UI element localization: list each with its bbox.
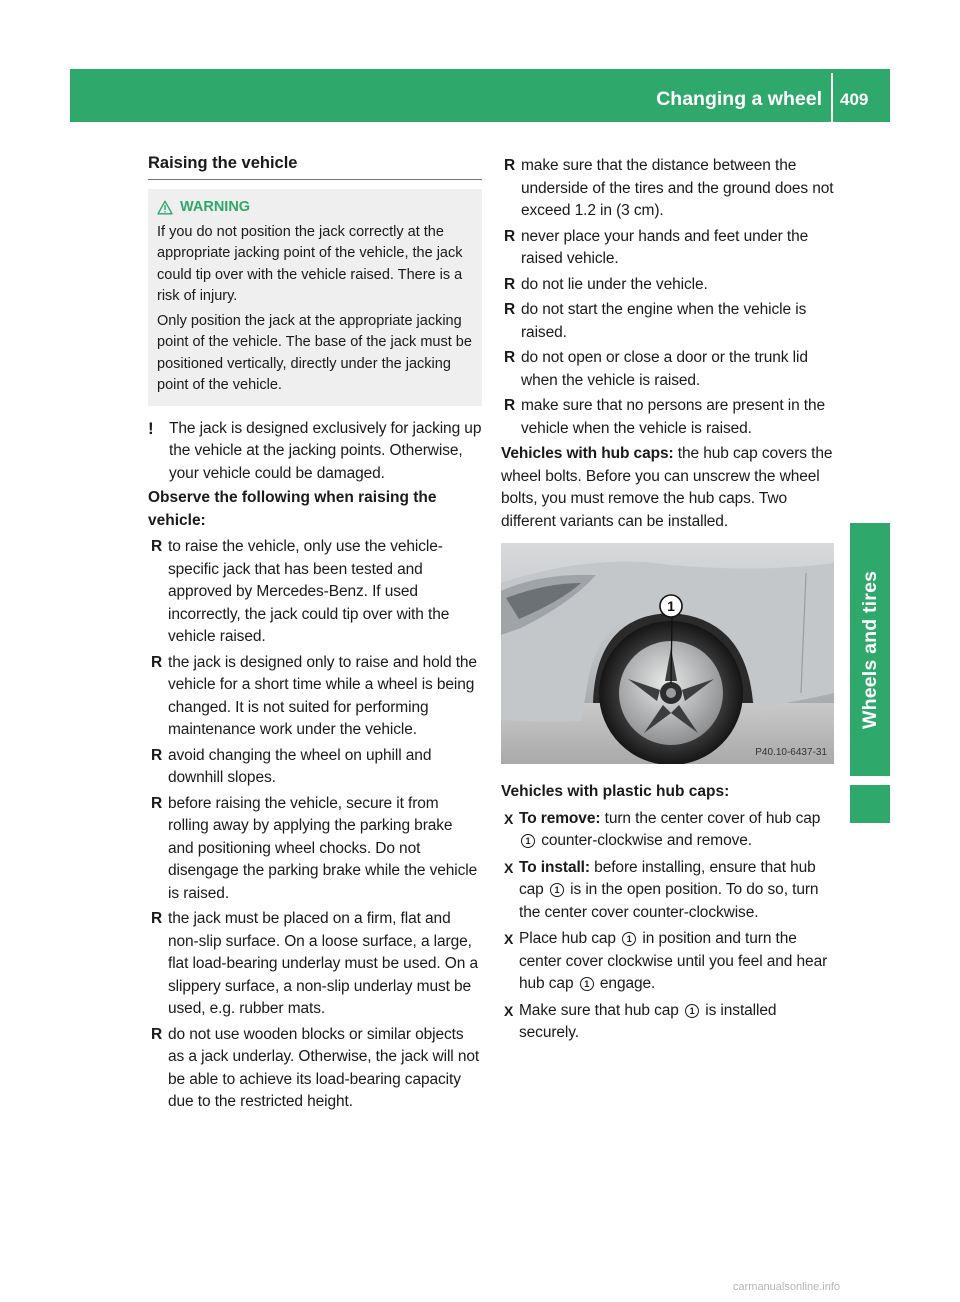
header-divider (831, 73, 833, 122)
list-item: R do not open or close a door or the trunk lid when the vehicle is raised. (501, 347, 835, 392)
list-item: R do not lie under the vehicle. (501, 274, 835, 297)
plastic-hub-caps-heading: Vehicles with plastic hub caps: (501, 783, 730, 800)
step-arrow-icon: X (504, 859, 514, 876)
heading-rule (148, 179, 482, 180)
bullet-icon: R (151, 538, 163, 555)
bullet-icon: R (504, 301, 516, 318)
warning-box (148, 189, 482, 406)
wheel-photo (501, 543, 834, 764)
callout-1-icon: 1 (580, 977, 594, 991)
warning-label: WARNING (180, 199, 251, 215)
bullet-icon: R (151, 653, 163, 671)
bullet-icon: R (504, 349, 516, 366)
bullet-icon: R (504, 397, 516, 414)
callout-1-icon: 1 (521, 834, 535, 848)
list-item: R do not use wooden blocks or similar objects as a jack underlay. Otherwise, the jack will not be able to achieve its load-bearing capacity due to the restricted height. (148, 1024, 482, 1114)
list-item: R the jack must be placed on a firm, flat and non-slip surface. On a loose surface, a large, flat load-bearing underlay must be used. On a slippery surface, a non-slip underlay must be used, e.g. rubber mats. (148, 908, 482, 1021)
warning-triangle-icon (157, 200, 173, 215)
hub-caps-text: the hub cap covers the wheel bolts. Before you can unscrew the wheel bolts, you must remove the hub caps. Two different variants can be installed. (501, 445, 833, 530)
warning-text-instruction: Only position the jack at the appropriate jacking point of the vehicle. The base of the jack must be positioned vertically, directly under the jacking point of the vehicle. (157, 312, 472, 393)
bullet-icon: R (504, 157, 516, 174)
list-item: R do not start the engine when the vehicle is raised. (501, 299, 835, 344)
list-item: R to raise the vehicle, only use the vehicle-specific jack that has been tested and approved by Mercedes-Benz. If used incorrectly, the jack could tip over with the vehicle raised. (148, 536, 482, 649)
bullet-icon: R (151, 1025, 163, 1043)
hub-caps-label: Vehicles with hub caps: (501, 445, 674, 462)
precaution-list (148, 536, 482, 1114)
callout-1-icon: 1 (550, 883, 564, 897)
section-heading: Raising the vehicle (148, 154, 298, 172)
note-text: The jack is designed exclusively for jacking up the vehicle at the jacking points. Otherwise, your vehicle could be damaged. (169, 419, 482, 482)
right-column (501, 155, 835, 1049)
callout-1-icon: 1 (622, 932, 636, 946)
list-item: X Make sure that hub cap 1 is installed securely. (501, 1000, 835, 1045)
precaution-list-continued (501, 155, 835, 440)
list-item: R the jack is designed only to raise and hold the vehicle for a short time while a wheel is being changed. It is not suited for performing maintenance work under the vehicle. (148, 652, 482, 742)
step-arrow-icon: X (504, 1002, 514, 1019)
bullet-icon: R (504, 227, 516, 245)
step-arrow-icon: X (504, 931, 514, 947)
hub-caps-paragraph (501, 443, 835, 533)
list-item: R avoid changing the wheel on uphill and downhill slopes. (148, 745, 482, 790)
observe-heading: Observe the following when raising the vehicle: (148, 489, 437, 529)
list-item: R make sure that no persons are present in the vehicle when the vehicle is raised. (501, 395, 835, 440)
bullet-icon: R (504, 275, 516, 293)
bullet-icon: R (151, 794, 163, 812)
list-item: X Place hub cap 1 in position and turn the center cover clockwise until you feel and hear hub cap 1 engage. (501, 928, 835, 996)
watermark: carmanualsonline.info (733, 1281, 841, 1293)
page-number: 409 (840, 90, 869, 109)
section-title: Changing a wheel (656, 88, 822, 110)
list-item: R never place your hands and feet under the raised vehicle. (501, 226, 835, 271)
bullet-icon: R (151, 746, 163, 764)
list-item: X To remove: turn the center cover of hub cap 1 counter-clockwise and remove. (501, 808, 835, 853)
figure-code: P40.10-6437-31 (755, 747, 827, 758)
warning-text-risk: If you do not position the jack correctly at the appropriate jacking point of the vehicle, the jack could tip over with the vehicle raised. There is a risk of injury. (157, 223, 463, 304)
damage-note (148, 418, 482, 486)
bullet-icon: R (151, 910, 163, 927)
callout-number: 1 (667, 598, 675, 614)
exclamation-icon: ! (148, 418, 154, 438)
side-tab-label: Wheels and tires (858, 570, 881, 729)
step-arrow-icon: X (504, 810, 514, 827)
warning-title (157, 197, 474, 219)
list-item: R before raising the vehicle, secure it from rolling away by applying the parking brake and positioning wheel chocks. Do not disengage the parking brake while the vehicle is raised. (148, 793, 482, 906)
plastic-hub-cap-steps (501, 808, 835, 1045)
callout-1-icon: 1 (685, 1004, 699, 1018)
list-item: R make sure that the distance between the underside of the tires and the ground does not exceed 1.2 in (3 cm). (501, 155, 835, 223)
left-column (148, 153, 482, 1117)
side-tab-marker (850, 785, 890, 823)
list-item: X To install: before installing, ensure that hub cap 1 is in the open position. To do so, turn the center cover counter-clockwise. (501, 857, 835, 925)
